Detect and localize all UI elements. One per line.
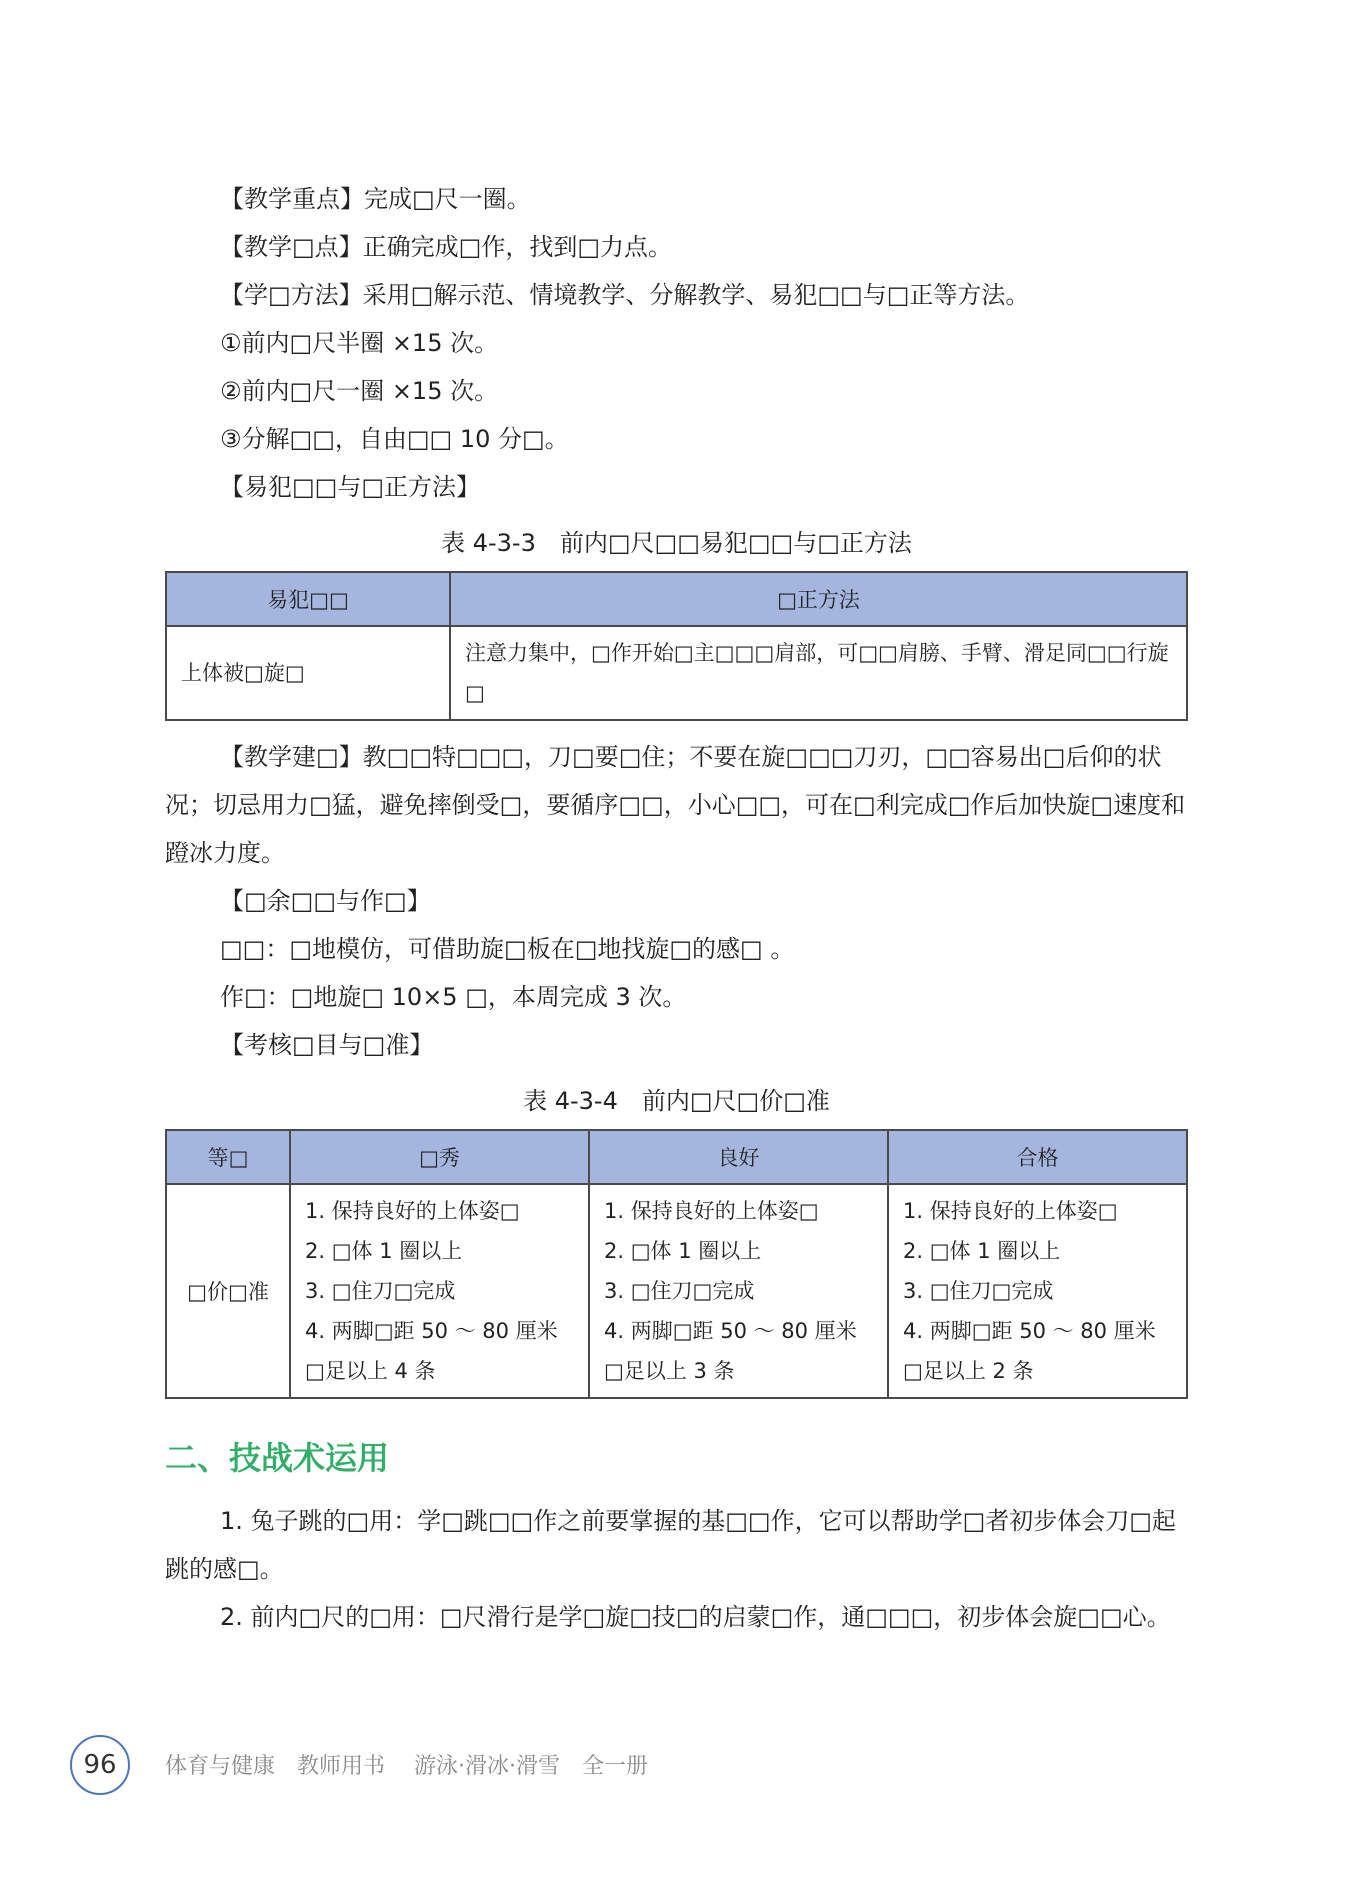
errors-table bbox=[165, 571, 1188, 721]
list-item: □足以上 2 条 bbox=[903, 1359, 1034, 1383]
paragraph-practice-heading: 【□余□□与作□】 bbox=[220, 887, 431, 915]
paragraph-teaching-method: 【学□方法】采用□解示范、情境教学、分解教学、易犯□□与□正等方法。 bbox=[220, 281, 1030, 309]
list-item: □足以上 3 条 bbox=[604, 1359, 735, 1383]
list-item: 3. □住刀□完成 bbox=[305, 1279, 456, 1303]
table2-cell-pass bbox=[888, 1184, 1187, 1398]
table1-cell-error: 上体被□旋□ bbox=[166, 626, 450, 720]
table2-cell-excellent bbox=[290, 1184, 589, 1398]
table1-header-error: 易犯□□ bbox=[166, 572, 450, 626]
table-row bbox=[166, 626, 1187, 720]
list-item: 2. □体 1 圈以上 bbox=[903, 1239, 1061, 1263]
table2-cell-good bbox=[589, 1184, 888, 1398]
page-content bbox=[165, 175, 1188, 1641]
table-row bbox=[166, 1184, 1187, 1398]
paragraph-assessment-heading: 【考核□目与□准】 bbox=[220, 1031, 434, 1059]
table2-header-good: 良好 bbox=[589, 1130, 888, 1184]
list-item: 4. 两脚□距 50 ～ 80 厘米 bbox=[604, 1319, 857, 1343]
table2-header-excellent: □秀 bbox=[290, 1130, 589, 1184]
table1-header-row bbox=[166, 572, 1187, 626]
table2-header-pass: 合格 bbox=[888, 1130, 1187, 1184]
paragraph-step-1: ①前内□尺半圈 ×15 次。 bbox=[220, 329, 499, 357]
table1-caption: 表 4-3-3 前内□尺□□易犯□□与□正方法 bbox=[441, 529, 912, 557]
footer-book-title: 体育与健康 教师用书 游泳·滑冰·滑雪 全一册 bbox=[165, 1754, 648, 1779]
table2-header-row bbox=[166, 1130, 1187, 1184]
paragraph-bunny-hop: 1. 兔子跳的□用：学□跳□□作之前要掌握的基□□作，它可以帮助学□者初步体会刀□起跳的感□。 bbox=[165, 1507, 1176, 1583]
paragraph-teaching-focus: 【教学重点】完成□尺一圈。 bbox=[220, 185, 531, 213]
paragraph-errors-heading: 【易犯□□与□正方法】 bbox=[220, 473, 481, 501]
paragraph-teaching-advice: 【教学建□】教□□特□□□，刀□要□住；不要在旋□□□刀刃，□□容易出□后仰的状况；切忌用力□猛，避免摔倒受□，要循序□□，小心□□，可在□利完成□作后加快旋□速度和蹬冰力度。 bbox=[165, 743, 1186, 867]
section-title: 二、技战术运用 bbox=[165, 1439, 390, 1477]
list-item: 1. 保持良好的上体姿□ bbox=[305, 1199, 520, 1223]
list-item: 3. □住刀□完成 bbox=[604, 1279, 755, 1303]
page-number: 96 bbox=[70, 1735, 130, 1795]
paragraph-practice: □□：□地模仿，可借助旋□板在□地找旋□的感□ 。 bbox=[220, 935, 795, 963]
table2-row-label: □价□准 bbox=[166, 1184, 290, 1398]
page-footer bbox=[70, 1735, 970, 1795]
list-item: 1. 保持良好的上体姿□ bbox=[604, 1199, 819, 1223]
table2-caption: 表 4-3-4 前内□尺□价□准 bbox=[523, 1087, 830, 1115]
paragraph-homework: 作□：□地旋□ 10×5 □，本周完成 3 次。 bbox=[220, 983, 687, 1011]
list-item: 2. □体 1 圈以上 bbox=[305, 1239, 463, 1263]
list-item: 3. □住刀□完成 bbox=[903, 1279, 1054, 1303]
table1-cell-correction: 注意力集中，□作开始□主□□□肩部，可□□肩膀、手臂、滑足同□□行旋□ bbox=[450, 626, 1187, 720]
table2-header-grade: 等□ bbox=[166, 1130, 290, 1184]
paragraph-three-turn: 2. 前内□尺的□用：□尺滑行是学□旋□技□的启蒙□作，通□□□，初步体会旋□□心。 bbox=[220, 1603, 1171, 1631]
list-item: □足以上 4 条 bbox=[305, 1359, 436, 1383]
paragraph-step-3: ③分解□□，自由□□ 10 分□。 bbox=[220, 425, 569, 453]
list-item: 4. 两脚□距 50 ～ 80 厘米 bbox=[305, 1319, 558, 1343]
paragraph-step-2: ②前内□尺一圈 ×15 次。 bbox=[220, 377, 499, 405]
list-item: 2. □体 1 圈以上 bbox=[604, 1239, 762, 1263]
assessment-table bbox=[165, 1129, 1188, 1399]
list-item: 1. 保持良好的上体姿□ bbox=[903, 1199, 1118, 1223]
paragraph-teaching-difficulty: 【教学□点】正确完成□作，找到□力点。 bbox=[220, 233, 673, 261]
table1-header-correction: □正方法 bbox=[450, 572, 1187, 626]
list-item: 4. 两脚□距 50 ～ 80 厘米 bbox=[903, 1319, 1156, 1343]
